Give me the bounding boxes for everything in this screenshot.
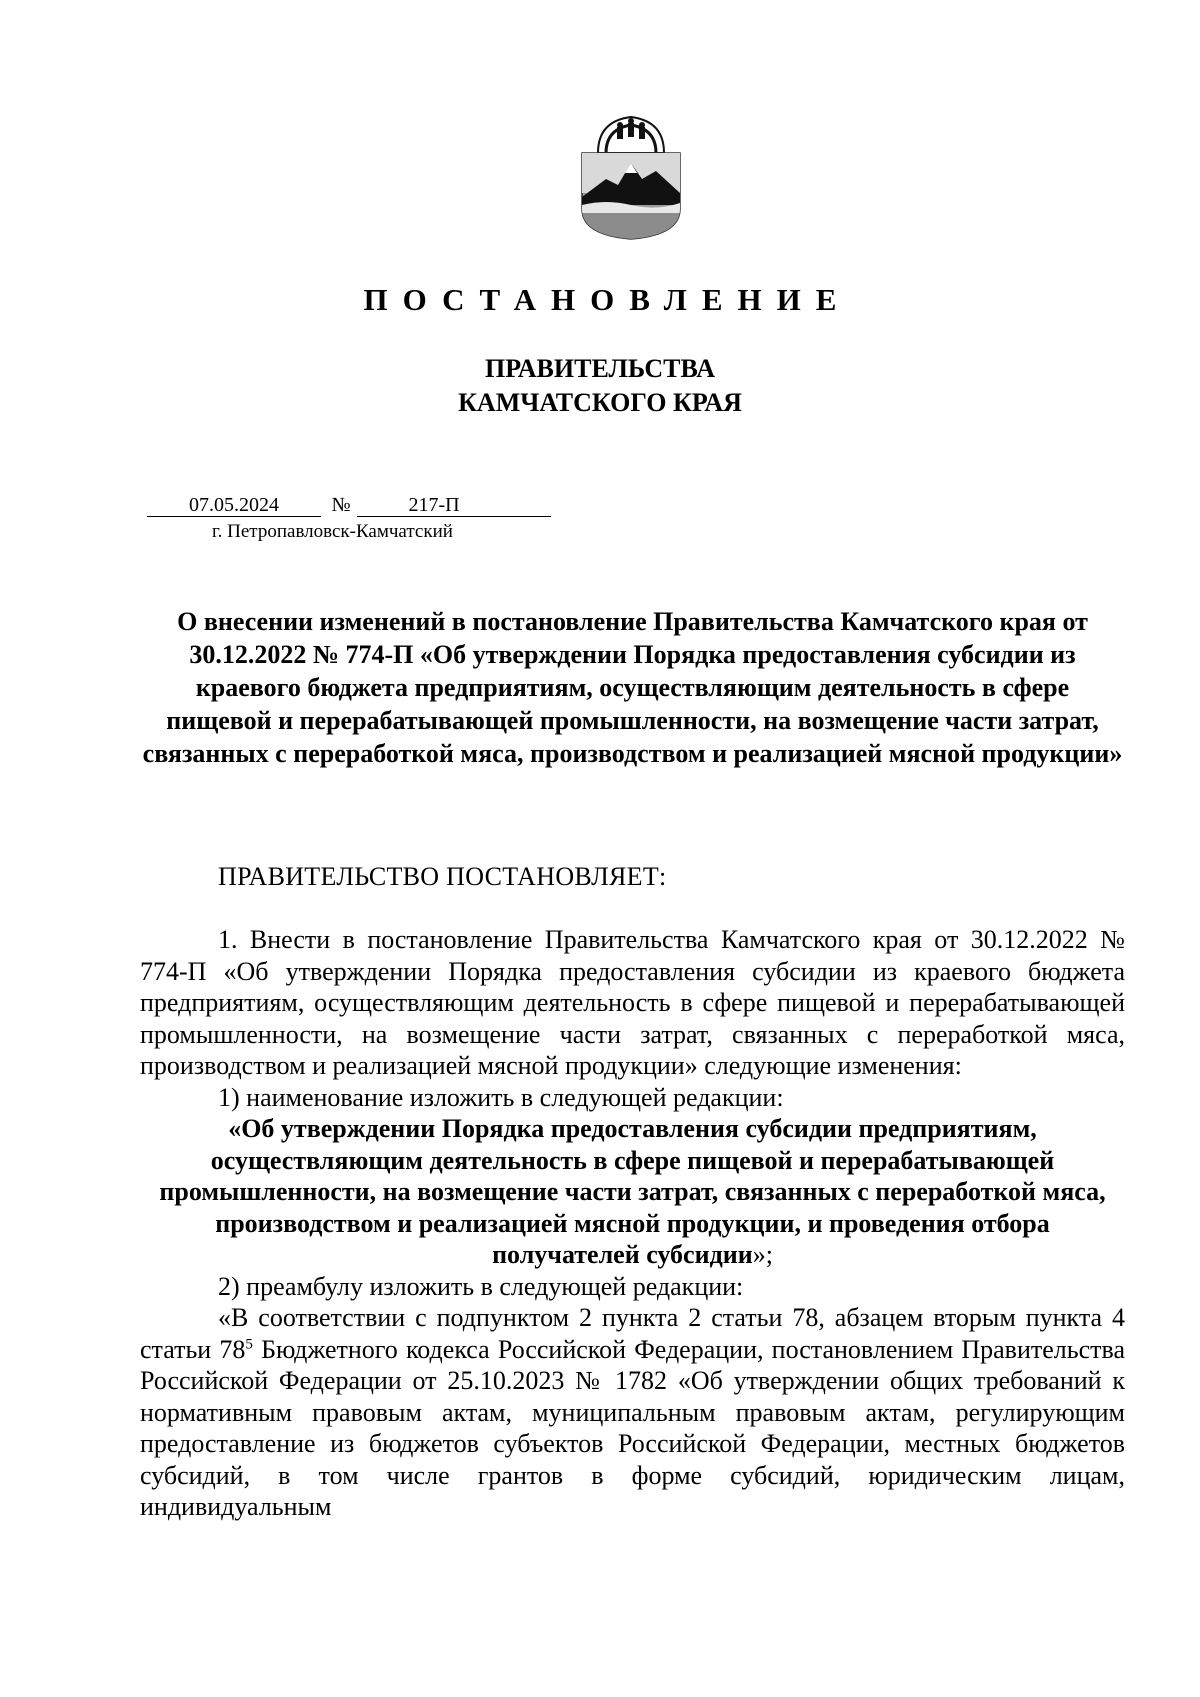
preamble-text-part-2: Бюджетного кодекса Российской Федерации, постановлением Правительства Российской Федерации от 25.10.2023 № 1782 «Об утверждении общих требований к нормативным правовым актам, муниципальным правовым актам, регулирующим предоставление из бюджетов субъектов Российской Федерации, местных бюджетов субсидий, в том числе грантов в форме субсидий, юридическим лицам, индивидуальным — [140, 1334, 1125, 1521]
resolves-heading: ПРАВИТЕЛЬСТВО ПОСТАНОВЛЯЕТ: — [218, 862, 667, 891]
authority-line-1: ПРАВИТЕЛЬСТВА — [485, 354, 715, 383]
document-subject-title: О внесении изменений в постановление Правительства Камчатского края от 30.12.2022 № 774-П «Об утверждении Порядка предоставления субсидии из краевого бюджета предприятиям, осуществляющим деятельность в сфере пищевой и перерабатывающей промышленности, на возмещение части затрат, связанных с переработкой мяса, производством и реализацией мясной продукции» — [142, 607, 1123, 768]
issuing-authority — [0, 352, 1200, 420]
item-1-paragraph: 1. Внести в постановление Правительства Камчатского края от 30.12.2022 № 774-П «Об утверждении Порядка предоставления субсидии из краевого бюджета предприятиям, осуществляющим деятельность в сфере пищевой и перерабатывающей промышленности, на возмещение части затрат, связанных с переработкой мяса, производством и реализацией мясной продукции» следующие изменения: — [140, 925, 1125, 1080]
registration-number-sign: № — [331, 494, 351, 516]
document-type-heading: ПОСТАНОВЛЕНИЕ — [363, 282, 852, 317]
subitem-2-paragraph: 2) преамбулу изложить в следующей редакции: — [218, 1271, 744, 1301]
authority-line-2: КАМЧАТСКОГО КРАЯ — [458, 388, 742, 417]
kamchatka-coat-of-arms-emblem — [576, 113, 686, 241]
preamble-text-part-1: «В соответствии с подпунктом 2 пункта 2 статьи 78, абзацем вторым пункта 4 статьи 78 — [140, 1303, 1125, 1364]
document-body — [140, 924, 1125, 1523]
registration-number: 217-П — [357, 494, 551, 517]
new-title-close-quote: »; — [752, 1240, 773, 1269]
new-title-text: Об утверждении Порядка предоставления субсидии предприятиям, осуществляющим деятельность в сфере пищевой и перерабатывающей промышленности, на возмещение части затрат, связанных с переработкой мяса, производством и реализацией мясной продукции, и проведения отбора получателей субсидии — [159, 1114, 1106, 1269]
new-title-open-quote: « — [228, 1114, 242, 1143]
subitem-1-paragraph: 1) наименование изложить в следующей редакции: — [218, 1082, 784, 1112]
preamble-superscript: 5 — [245, 1335, 253, 1352]
registration-date: 07.05.2024 — [147, 494, 321, 517]
preamble-paragraph — [140, 1302, 1125, 1523]
new-title-paragraph — [140, 1113, 1125, 1271]
issue-city: г. Петропавловск-Камчатский — [212, 521, 453, 542]
